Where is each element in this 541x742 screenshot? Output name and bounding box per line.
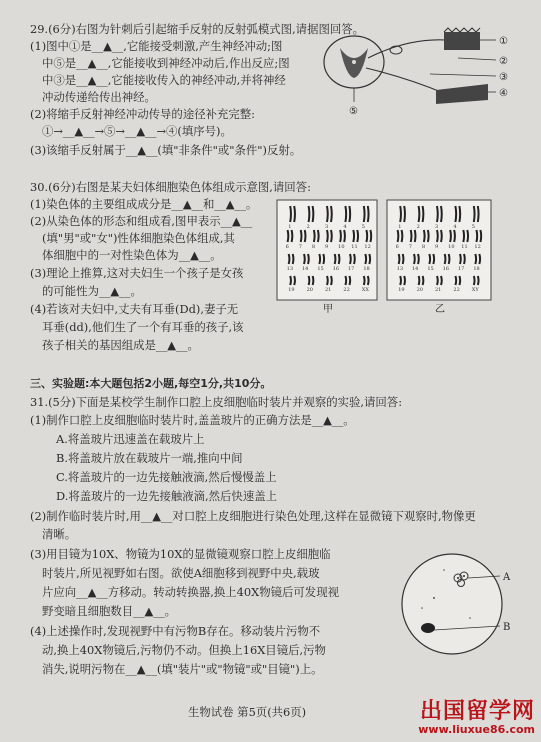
chromosome-number: 13 (286, 266, 294, 272)
chromosome-number: 14 (302, 266, 309, 272)
chromosome (474, 206, 475, 222)
chromosome (370, 230, 371, 242)
chromosome (404, 276, 405, 285)
q31-option-b: B.将盖玻片放在载玻片一端,推向中间 (56, 451, 243, 465)
chromosome-number: 3 (325, 224, 329, 230)
chromosome (313, 276, 314, 285)
chromosome (423, 206, 424, 222)
q31-line: (4)上述操作时,发现视野中有污物B存在。移动装片污物不 (30, 624, 321, 638)
chromosome-number: 7 (298, 244, 302, 250)
q31-option-c: C.将盖玻片的一边先接触液滴,然后慢慢盖上 (56, 470, 277, 484)
chromosome (331, 276, 332, 285)
q31-line: (1)制作口腔上皮细胞临时装片时,盖盖玻片的正确方法是__▲__。 (30, 413, 355, 427)
karyotype-figure (275, 198, 523, 316)
chromosome-number: 10 (338, 244, 345, 250)
chromosome (437, 230, 438, 242)
chromosome (415, 230, 416, 242)
chromosome (441, 276, 442, 285)
chromosome (318, 230, 319, 242)
chromosome (424, 230, 425, 242)
effector-muscle (436, 84, 488, 104)
chromosome (480, 230, 481, 242)
chromosome (429, 254, 430, 264)
chromosome-number: 5 (361, 224, 365, 230)
chromosome (331, 230, 332, 242)
chromosome-number: 8 (421, 244, 426, 250)
q29-line: 冲动传递给传出神经。 (42, 90, 156, 104)
chromosome (353, 230, 354, 242)
chromosome (403, 254, 404, 264)
chromosome (402, 230, 403, 242)
chromosome (399, 254, 400, 264)
q31-line: 清晰。 (42, 527, 77, 541)
chromosome-number: 4 (343, 224, 347, 230)
q30-line: 体细胞中的一对性染色体为__▲__。 (42, 248, 222, 262)
chromosome-number: 19 (398, 287, 405, 293)
chromosome-number: 22 (343, 287, 350, 293)
chromosome (294, 206, 295, 222)
chromosome (323, 254, 324, 264)
q31-stem: 31.(5分)下面是某校学生制作口腔上皮细胞临时装片并观察的实验,请回答: (30, 395, 403, 409)
fig-label-1: ① (499, 36, 508, 47)
fig-label-4: ④ (499, 88, 508, 99)
chromosome (314, 230, 315, 242)
chromosome (423, 276, 424, 285)
chromosome (331, 206, 332, 222)
chromosome-number: 6 (395, 244, 399, 250)
chromosome (463, 230, 464, 242)
chromosome (327, 206, 328, 222)
chromosome (289, 254, 290, 264)
chromosome (340, 230, 341, 242)
chromosome (460, 254, 461, 264)
chromosome (478, 206, 479, 222)
chromosome (475, 254, 476, 264)
chromosome (419, 276, 420, 285)
fig-label-2: ② (499, 56, 508, 67)
chromosome (364, 276, 365, 285)
chromosome (365, 254, 366, 264)
chromosome (445, 254, 446, 264)
chromosome (345, 206, 346, 222)
chromosome (369, 254, 370, 264)
karyotype-b-label: 乙 (435, 304, 445, 315)
chromosome (345, 276, 346, 285)
chromosome-number: 18 (473, 266, 480, 272)
chromosome (304, 254, 305, 264)
chromosome-number: 10 (448, 244, 455, 250)
chromosome (354, 254, 355, 264)
q31-line: 消失,说明污物在__▲__(填"装片"或"物镜"或"目镜")上。 (42, 662, 323, 676)
chromosome-number: 6 (285, 244, 289, 250)
chromosome (414, 254, 415, 264)
chromosome (294, 276, 295, 285)
fig-label-3: ③ (499, 72, 508, 83)
chromosome-number: 12 (474, 244, 481, 250)
chromosome (449, 254, 450, 264)
watermark-text: 出国留学网 (419, 699, 535, 724)
chromosome-number: 8 (311, 244, 316, 250)
chromosome (368, 206, 369, 222)
q30-line: (填"男"或"女")性体细胞染色体组成,其 (42, 231, 235, 245)
chromosome (327, 276, 328, 285)
chromosome (476, 230, 477, 242)
chromosome (467, 230, 468, 242)
microscope-field-figure (400, 548, 530, 666)
q30-line: (4)若该对夫妇中,丈夫有耳垂(Dd),妻子无 (30, 302, 239, 316)
chromosome-number: 17 (348, 266, 355, 272)
chromosome (349, 276, 350, 285)
chromosome-number: 7 (408, 244, 412, 250)
chromosome (327, 230, 328, 242)
fig-label-5: ⑤ (349, 106, 358, 117)
chromosome (293, 254, 294, 264)
q30-line: 孩子相关的基因组成是__▲__。 (42, 338, 199, 352)
chromosome (455, 206, 456, 222)
chromosome (290, 276, 291, 285)
chromosome (455, 276, 456, 285)
chromosome (454, 230, 455, 242)
chromosome-number: 15 (317, 266, 324, 272)
chromosome-number: 2 (416, 224, 420, 230)
chromosome (459, 276, 460, 285)
karyotype-a-label: 甲 (323, 304, 333, 315)
chromosome (309, 276, 310, 285)
chromosome (400, 276, 401, 285)
chromosome (478, 276, 479, 285)
chromosome (459, 206, 460, 222)
chromosome-number: 21 (325, 287, 332, 293)
chromosome (366, 230, 367, 242)
q31-line: (2)制作临时装片时,用__▲__对口腔上皮细胞进行染色处理,这样在显微镜下观察时,物像更 (30, 509, 476, 523)
efferent-nerve (366, 68, 446, 94)
fig-label-b: B (503, 622, 511, 633)
q31-line: 片应向__▲__方移动。转动转换器,换上40X物镜后可发现视 (42, 585, 339, 599)
chromosome (364, 206, 365, 222)
chromosome (288, 230, 289, 242)
chromosome (309, 206, 310, 222)
chromosome (437, 276, 438, 285)
chromosome-number: 13 (396, 266, 404, 272)
chromosome (437, 206, 438, 222)
chromosome (335, 254, 336, 264)
q29-line: (2)将缩手反射神经冲动传导的途径补充完整: (30, 107, 256, 121)
reflex-arc-figure (318, 18, 523, 120)
chromosome (441, 230, 442, 242)
chromosome-number: 20 (306, 287, 313, 293)
chromosome-number: 1 (288, 224, 292, 230)
chromosome-number: 3 (435, 224, 439, 230)
chromosome (350, 254, 351, 264)
chromosome (474, 276, 475, 285)
chromosome (290, 206, 291, 222)
q31-option-a: A.将盖玻片迅速盖在载玻片上 (56, 432, 205, 446)
chromosome (450, 230, 451, 242)
chromosome-number: 19 (288, 287, 295, 293)
chromosome (398, 230, 399, 242)
field-of-view (402, 554, 502, 654)
q30-line: 耳垂(dd),他们生了一个有耳垂的孩子,该 (42, 320, 244, 334)
chromosome-number: 22 (453, 287, 460, 293)
q31-line: 时装片,所见视野如右图。欲使A细胞移到视野中央,载玻 (42, 566, 320, 580)
q29-line: 中⑤是__▲__,它能接收到神经冲动后,作出反应;图 (42, 56, 290, 70)
chromosome-number: 18 (363, 266, 370, 272)
chromosome (292, 230, 293, 242)
chromosome (428, 230, 429, 242)
chromosome-number: 11 (351, 244, 358, 250)
q30-line: (2)从染色体的形态和组成看,图甲表示__▲__ (30, 214, 253, 228)
q29-line: ①→__▲__→⑤→__▲__→④(填序号)。 (42, 124, 232, 138)
chromosome-number: 15 (427, 266, 434, 272)
q29-stem: 29.(6分)右图为针刺后引起缩手反射的反射弧模式图,请据图回答。 (30, 22, 365, 36)
chromosome-number: XY (471, 287, 479, 293)
q29-line: (1)图中①是__▲__,它能接受刺激,产生神经冲动;图 (30, 39, 283, 53)
chromosome (339, 254, 340, 264)
chromosome (344, 230, 345, 242)
section-heading: 三、实验题:本大题包括2小题,每空1分,共10分。 (30, 377, 272, 390)
chromosome (479, 254, 480, 264)
receptor-skin (444, 32, 480, 50)
chromosome (464, 254, 465, 264)
chromosome (368, 276, 369, 285)
q31-line: (3)用目镜为10X、物镜为10X的显微镜观察口腔上皮细胞临 (30, 547, 331, 561)
q30-stem: 30.(6分)右图是某夫妇体细胞染色体组成示意图,请回答: (30, 180, 311, 194)
chromosome (419, 206, 420, 222)
chromosome-number: 1 (398, 224, 402, 230)
debris-b (421, 623, 435, 633)
q30-line: (3)理论上推算,这对夫妇生一个孩子是女孩 (30, 266, 244, 280)
chromosome (433, 254, 434, 264)
q31-option-d: D.将盖玻片的一边先接触液滴,然后快速盖上 (56, 489, 278, 503)
chromosome-number: XX (361, 287, 369, 293)
q30-line: 的可能性为__▲__。 (42, 284, 142, 298)
chromosome-number: 16 (442, 266, 450, 272)
chromosome-number: 16 (332, 266, 340, 272)
chromosome-number: 21 (435, 287, 442, 293)
chromosome (418, 254, 419, 264)
chromosome-number: 2 (306, 224, 310, 230)
chromosome (400, 206, 401, 222)
chromosome (313, 206, 314, 222)
q30-line: (1)染色体的主要组成成分是__▲__和__▲__。 (30, 197, 258, 211)
chromosome (411, 230, 412, 242)
chromosome-number: 5 (471, 224, 475, 230)
chromosome (319, 254, 320, 264)
chromosome-number: 11 (461, 244, 468, 250)
chromosome-number: 9 (435, 244, 439, 250)
page-footer: 生物试卷 第5页(共6页) (188, 705, 307, 719)
q29-line: (3)该缩手反射属于__▲__(填"非条件"或"条件")反射。 (30, 143, 302, 157)
chromosome-number: 14 (412, 266, 419, 272)
chromosome-number: 12 (364, 244, 371, 250)
chromosome-number: 4 (453, 224, 457, 230)
q31-line: 动,换上40X物镜后,污物仍不动。但换上16X目镜后,污物 (42, 643, 326, 657)
chromosome (308, 254, 309, 264)
chromosome-number: 17 (458, 266, 465, 272)
chromosome-number: 9 (325, 244, 329, 250)
chromosome (441, 206, 442, 222)
chromosome (305, 230, 306, 242)
watermark (418, 700, 535, 736)
fig-label-a: A (503, 572, 511, 583)
chromosome (301, 230, 302, 242)
chromosome (404, 206, 405, 222)
chromosome (349, 206, 350, 222)
q29-line: 中③是__▲__,它能接收传入的神经冲动,并将神经 (42, 73, 286, 87)
q31-line: 野变暗且细胞数目__▲__。 (42, 604, 177, 618)
watermark-url: www.liuxue86.com (418, 723, 535, 736)
chromosome-number: 20 (416, 287, 423, 293)
chromosome (357, 230, 358, 242)
